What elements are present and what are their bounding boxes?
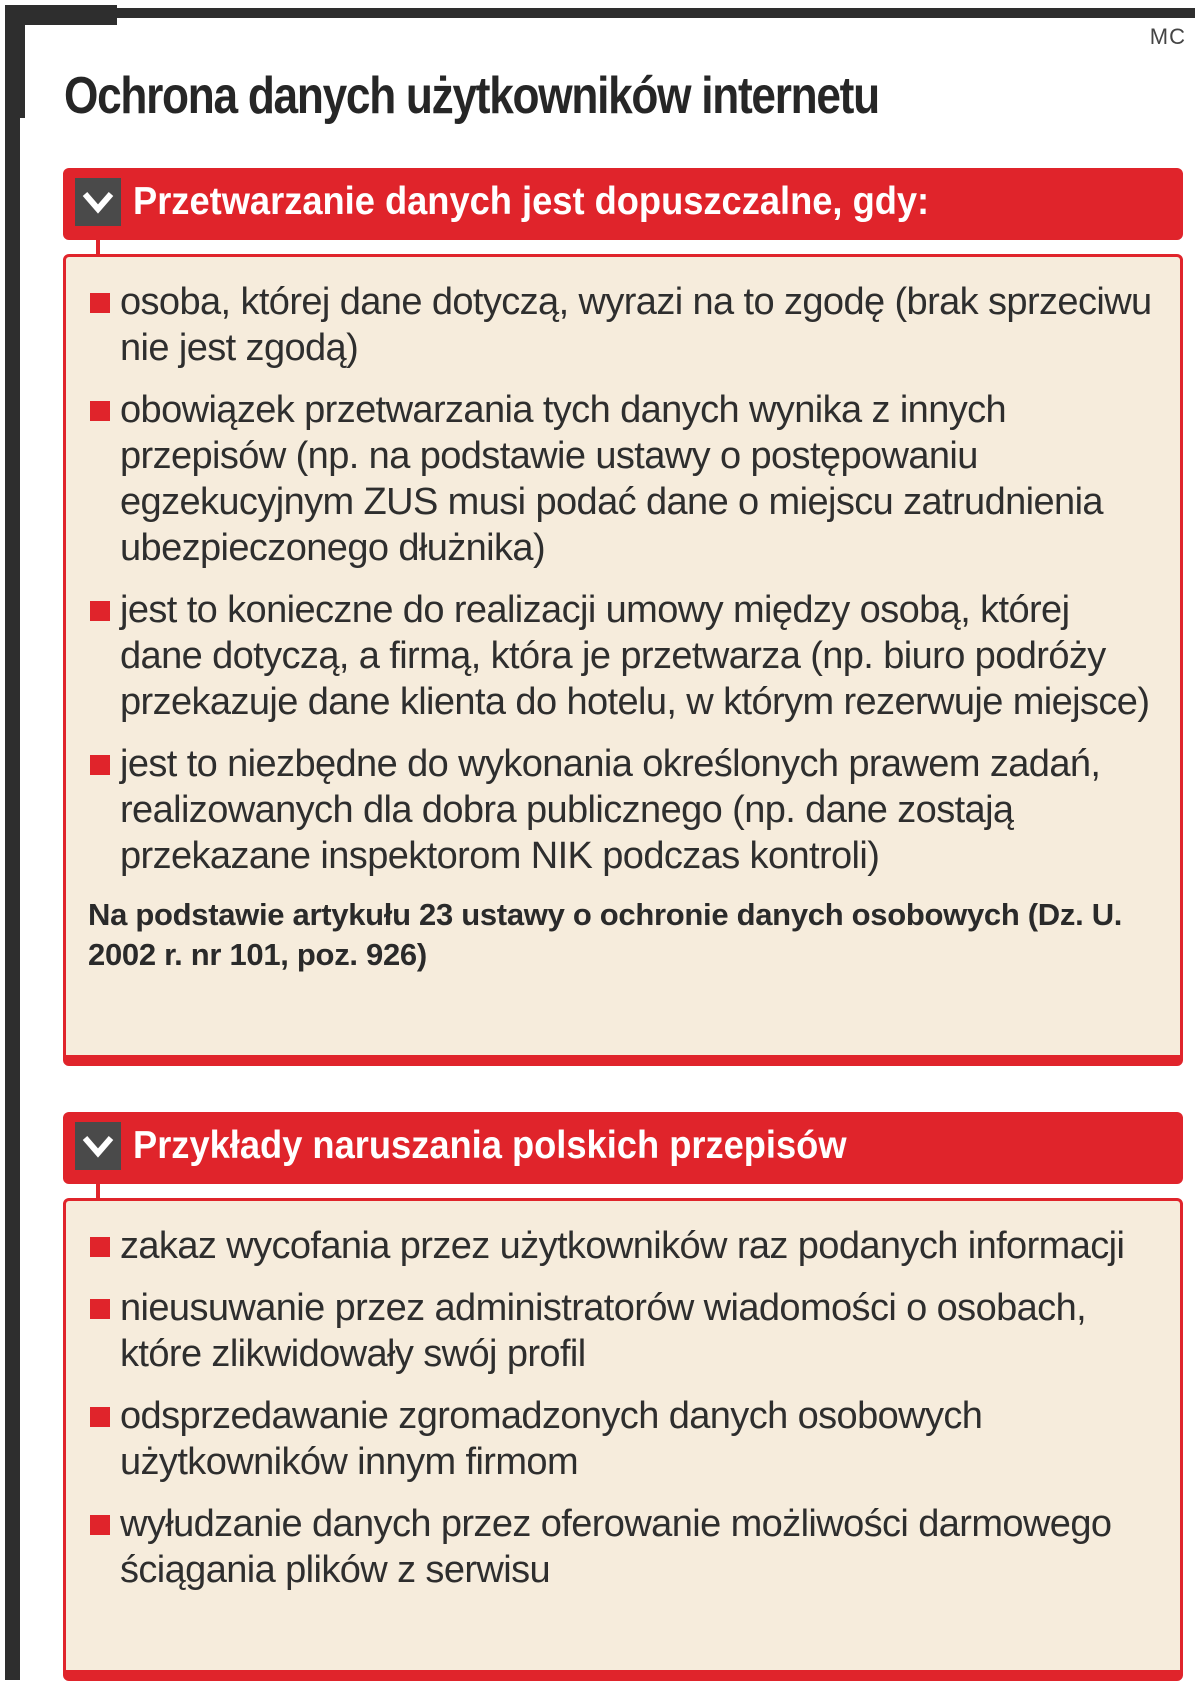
square-bullet-icon: [90, 293, 110, 313]
list-item-text: osoba, której dane dotyczą, wyrazi na to zgodę (brak sprzeciwu nie jest zgodą): [120, 281, 1152, 369]
legal-source-note: Na podstawie artykułu 23 ustawy o ochronie danych osobowych (Dz. U. 2002 r. nr 101, poz. 926): [88, 897, 1123, 972]
list-item-text: nieusuwanie przez administratorów wiadomości o osobach, które zlikwidowały swój profil: [120, 1287, 1087, 1375]
list-item: [88, 1393, 1160, 1485]
page-title: Ochrona danych użytkowników internetu: [64, 67, 879, 125]
square-bullet-icon: [90, 1407, 110, 1427]
author-credit: MC: [1149, 24, 1186, 49]
list-item: [88, 1223, 1160, 1269]
list-item-text: odsprzedawanie zgromadzonych danych osobowych użytkowników innym firmom: [120, 1395, 983, 1483]
chevron-down-icon: [75, 178, 121, 226]
list-item: [88, 587, 1160, 725]
frame-left-rule: [5, 8, 20, 1680]
section-header-text: Przetwarzanie danych jest dopuszczalne, gdy:: [133, 180, 930, 223]
list-item: [88, 1285, 1160, 1377]
square-bullet-icon: [90, 601, 110, 621]
list-item-text: wyłudzanie danych przez oferowanie możliwości darmowego ściągania plików z serwisu: [120, 1503, 1112, 1591]
chevron-down-icon: [75, 1122, 121, 1170]
section-body: [63, 1198, 1183, 1681]
section-allowed-processing: [63, 168, 1183, 1066]
frame-left-cap: [5, 8, 25, 118]
section-violation-examples: [63, 1112, 1183, 1681]
section-body: [63, 254, 1183, 1066]
list-item-text: zakaz wycofania przez użytkowników raz podanych informacji: [120, 1225, 1125, 1267]
section-header-text: Przykłady naruszania polskich przepisów: [133, 1124, 847, 1167]
square-bullet-icon: [90, 401, 110, 421]
square-bullet-icon: [90, 1299, 110, 1319]
list-item-text: obowiązek przetwarzania tych danych wynika z innych przepisów (np. na podstawie ustawy o postępowaniu egzekucyjnym ZUS musi podać dane o miejscu zatrudnienia ubezpieczonego dłużnika): [120, 389, 1103, 569]
bullet-list: [88, 1223, 1160, 1593]
list-item: [88, 1501, 1160, 1593]
list-item-text: jest to konieczne do realizacji umowy między osobą, której dane dotyczą, a firmą, która je przetwarza (np. biuro podróży przekazuje dane klienta do hotelu, w którym rezerwuje miejsce): [120, 589, 1150, 723]
bullet-list: [88, 279, 1160, 879]
square-bullet-icon: [90, 755, 110, 775]
header-connector: [96, 240, 100, 254]
list-item: [88, 279, 1160, 371]
list-item: [88, 741, 1160, 879]
header-connector: [96, 1184, 100, 1198]
list-item-text: jest to niezbędne do wykonania określonych prawem zadań, realizowanych dla dobra publicznego (np. dane zostają przekazane inspektorom NIK podczas kontroli): [120, 743, 1101, 877]
square-bullet-icon: [90, 1237, 110, 1257]
frame-top-rule: [5, 8, 1195, 18]
list-item: [88, 387, 1160, 571]
section-header: [63, 168, 1183, 240]
square-bullet-icon: [90, 1515, 110, 1535]
section-header: [63, 1112, 1183, 1184]
